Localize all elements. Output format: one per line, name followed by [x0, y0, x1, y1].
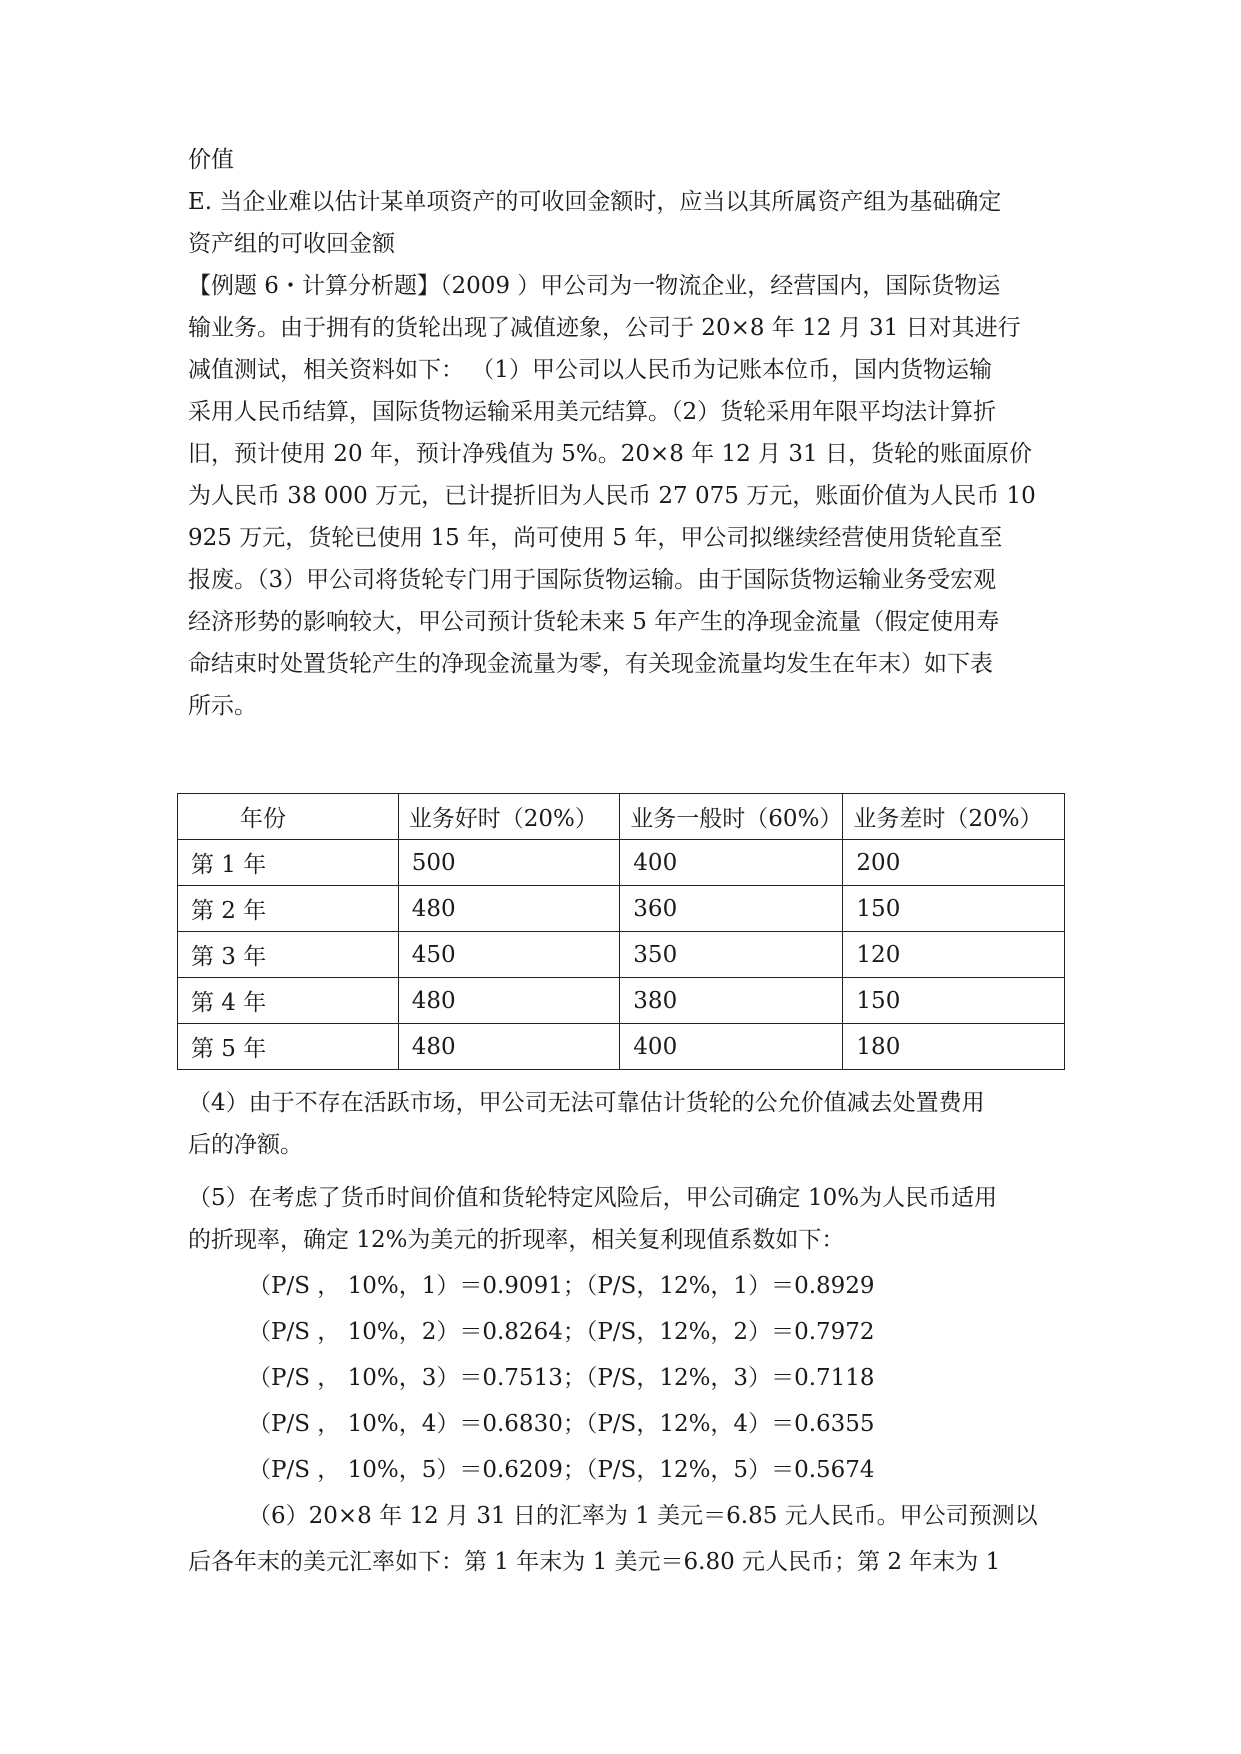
text-line: 所示。 [188, 693, 257, 719]
header-year: 年份 [178, 794, 399, 840]
cash-flow-table [177, 793, 1065, 1070]
text-line: 经济形势的影响较大，甲公司预计货轮未来 5 年产生的净现金流量（假定使用寿 [188, 609, 1000, 635]
item-4-line-2: 后的净额。 [188, 1132, 303, 1158]
option-e-line-2: 资产组的可收回金额 [188, 231, 395, 257]
item-5-line-2: 的折现率，确定 12%为美元的折现率，相关复利现值系数如下： [188, 1227, 845, 1253]
header-good: 业务好时（20%） [398, 794, 620, 840]
item-4-line-1: （4）由于不存在活跃市场，甲公司无法可靠估计货轮的公允价值减去处置费用 [188, 1090, 985, 1116]
text-line: 为人民币 38 000 万元，已计提折旧为人民币 27 075 万元，账面价值为人民币 10 [188, 483, 1036, 509]
year-cell: 第 1 年 [178, 840, 399, 886]
pv-factor-line: （P/S ， 10%，2）＝0.8264；（P/S，12%，2）＝0.7972 [248, 1319, 875, 1345]
table-row [178, 978, 1065, 1024]
year-cell: 第 3 年 [178, 932, 399, 978]
item-6-line-2: 后各年末的美元汇率如下：第 1 年末为 1 美元＝6.80 元人民币；第 2 年末为 1 [188, 1549, 1001, 1575]
text-line: 925 万元，货轮已使用 15 年，尚可使用 5 年，甲公司拟继续经营使用货轮直至 [188, 525, 1003, 551]
good-cell: 480 [398, 886, 620, 932]
table-row [178, 1024, 1065, 1070]
poor-cell: 200 [843, 840, 1065, 886]
year-cell: 第 2 年 [178, 886, 399, 932]
text-line: 减值测试，相关资料如下： （1）甲公司以人民币为记账本位币，国内货物运输 [188, 357, 992, 383]
normal-cell: 400 [620, 1024, 843, 1070]
poor-cell: 120 [843, 932, 1065, 978]
item-5-line-1: （5）在考虑了货币时间价值和货轮特定风险后，甲公司确定 10%为人民币适用 [188, 1185, 998, 1211]
pv-factor-line: （P/S ， 10%，4）＝0.6830；（P/S，12%，4）＝0.6355 [248, 1411, 875, 1437]
pv-factor-line: （P/S ， 10%，1）＝0.9091；（P/S，12%，1）＝0.8929 [248, 1273, 875, 1299]
poor-cell: 150 [843, 978, 1065, 1024]
good-cell: 450 [398, 932, 620, 978]
year-cell: 第 5 年 [178, 1024, 399, 1070]
normal-cell: 400 [620, 840, 843, 886]
normal-cell: 380 [620, 978, 843, 1024]
header-poor: 业务差时（20%） [843, 794, 1065, 840]
good-cell: 480 [398, 1024, 620, 1070]
poor-cell: 180 [843, 1024, 1065, 1070]
good-cell: 500 [398, 840, 620, 886]
poor-cell: 150 [843, 886, 1065, 932]
header-normal: 业务一般时（60%） [620, 794, 843, 840]
item-6-line-1: （6）20×8 年 12 月 31 日的汇率为 1 美元＝6.85 元人民币。甲公司预测以 [248, 1503, 1038, 1529]
pv-factor-line: （P/S ， 10%，3）＝0.7513；（P/S，12%，3）＝0.7118 [248, 1365, 875, 1391]
table-header-row [178, 794, 1065, 840]
normal-cell: 350 [620, 932, 843, 978]
option-e-line-1: E. 当企业难以估计某单项资产的可收回金额时，应当以其所属资产组为基础确定 [188, 189, 1002, 215]
pv-factor-line: （P/S ， 10%，5）＝0.6209；（P/S，12%，5）＝0.5674 [248, 1457, 875, 1483]
text-line: 采用人民币结算，国际货物运输采用美元结算。（2）货轮采用年限平均法计算折 [188, 399, 997, 425]
text-line: 报废。（3）甲公司将货轮专门用于国际货物运输。由于国际货物运输业务受宏观 [188, 567, 997, 593]
table-row [178, 886, 1065, 932]
good-cell: 480 [398, 978, 620, 1024]
year-cell: 第 4 年 [178, 978, 399, 1024]
text-line: 输业务。由于拥有的货轮出现了减值迹象，公司于 20×8 年 12 月 31 日对其进行 [188, 315, 1021, 341]
normal-cell: 360 [620, 886, 843, 932]
text-line: 旧，预计使用 20 年，预计净残值为 5%。20×8 年 12 月 31 日，货轮的账面原价 [188, 441, 1032, 467]
example-heading-line: 【例题 6・计算分析题】（2009 ）甲公司为一物流企业，经营国内，国际货物运 [188, 273, 1001, 299]
table-row [178, 932, 1065, 978]
text-line: 价值 [188, 147, 234, 173]
text-line: 命结束时处置货轮产生的净现金流量为零，有关现金流量均发生在年末）如下表 [188, 651, 993, 677]
table-row [178, 840, 1065, 886]
